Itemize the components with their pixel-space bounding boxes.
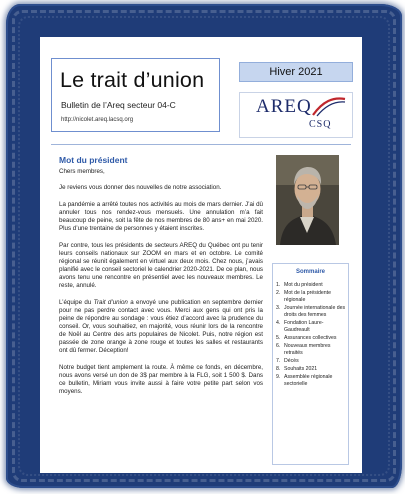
header-divider (51, 144, 351, 145)
logo-swoosh-icon (311, 95, 347, 117)
paragraph-text: L’équipe du (59, 298, 94, 306)
toc-item-label: Mot du président (284, 282, 323, 288)
paragraph: Par contre, tous les présidents de secteurs AREQ du Québec ont pu tenir leurs conseils nationaux sur ZOOM en mars et en octobre. Le comité régional se réunit également en virtuel aux deux mois. Chez nous, j’avais planifié avec le conseil sectoriel le calendrier 2020-2021. De ce plan, nous avons tenu une rencontre en présentiel avec les nouveaux membres. Le reste, annulé. (59, 241, 263, 290)
paragraph: Chers membres, (59, 168, 105, 175)
toc-item-label: Nouveaux membres retraités (284, 342, 331, 357)
paragraph: Je reviens vous donner des nouvelles de notre association. (59, 184, 222, 192)
toc-item (276, 374, 346, 389)
table-of-contents (272, 263, 349, 465)
president-photo (276, 155, 339, 245)
logo-subtext: CSQ (309, 119, 332, 130)
toc-list (276, 282, 346, 389)
toc-item-label: Souhaits 2021 (284, 365, 318, 372)
toc-item-number: 2. (276, 289, 281, 296)
toc-item-label: Assemblée régionale sectorielle (284, 373, 333, 387)
toc-item-label: Journée internationale des droits des femmes (284, 304, 346, 319)
newsletter-subtitle: Bulletin de l’Areq secteur 04-C (61, 100, 176, 110)
toc-item-label: Fondation Laure-Gaudreault (284, 319, 324, 334)
toc-item-label: Assurances collectives (284, 335, 337, 342)
toc-item (276, 343, 346, 358)
toc-item-number: 1. (276, 282, 281, 288)
toc-item-number: 5. (276, 335, 281, 342)
toc-item-number: 8. (276, 365, 281, 372)
article-body (59, 168, 263, 405)
paragraph-text: a envoyé une publication en septembre dernier pour ne pas perdre contact avec vous. Merci aux gens qui ont pris la peine de répondre au sondage : vous étiez d’accord avec la prudence du conseil. Or, vous souhaitiez, en majorité, vous réunir lors de la rencontre de Noël au Centre des arts populaires de Nicolet. Puis, notre région est passée de zone orange à zone rouge et toutes les salles et restaurants ont dû fermer. Déception! (59, 298, 264, 355)
toc-item-number: 9. (276, 373, 281, 380)
paragraph: Notre budget tient amplement la route. À même ce fonds, en décembre, nous avons versé un don de 3$ par membre à la FLG, soit 1 500 $. Dans ce bulletin, Miriam vous invite aussi à faire votre petite part selon vos moyens. (59, 363, 263, 396)
publication-name: Trait d’union (93, 298, 128, 306)
logo-wordmark: AREQ (256, 96, 312, 117)
toc-title: Sommaire (295, 269, 325, 275)
season-badge: Hiver 2021 (239, 62, 353, 82)
toc-item (276, 305, 346, 320)
toc-item (276, 282, 346, 289)
toc-item-number: 4. (276, 319, 281, 326)
toc-item-label: Mot de la présidente régionale (284, 289, 332, 304)
areq-logo (239, 92, 353, 138)
toc-item (276, 320, 346, 335)
toc-item (276, 366, 346, 373)
newsletter-title: Le trait d’union (60, 68, 205, 92)
masthead-box (51, 58, 220, 132)
section-heading: Mot du président (59, 155, 128, 165)
paragraph: La pandémie a arrêté toutes nos activités au mois de mars dernier. J’ai dû annuler tous nos rendez-vous mensuels. Une annulation m’a fait beaucoup de peine, soit la fête de nos membres de 80 ans+ en mai 2020. Plus d’une trentaine de personnes y étaient inscrites. (59, 200, 263, 233)
website-url: http://nicolet.areq.lacsq.org (61, 117, 134, 123)
toc-item-number: 7. (276, 357, 281, 364)
toc-item-label: Décès (284, 357, 299, 364)
portrait-image (276, 155, 339, 245)
paragraph (59, 299, 263, 356)
toc-item (276, 358, 346, 365)
toc-item (276, 290, 346, 305)
toc-item-number: 6. (276, 342, 281, 349)
toc-item-number: 3. (276, 304, 281, 311)
toc-item (276, 335, 346, 342)
